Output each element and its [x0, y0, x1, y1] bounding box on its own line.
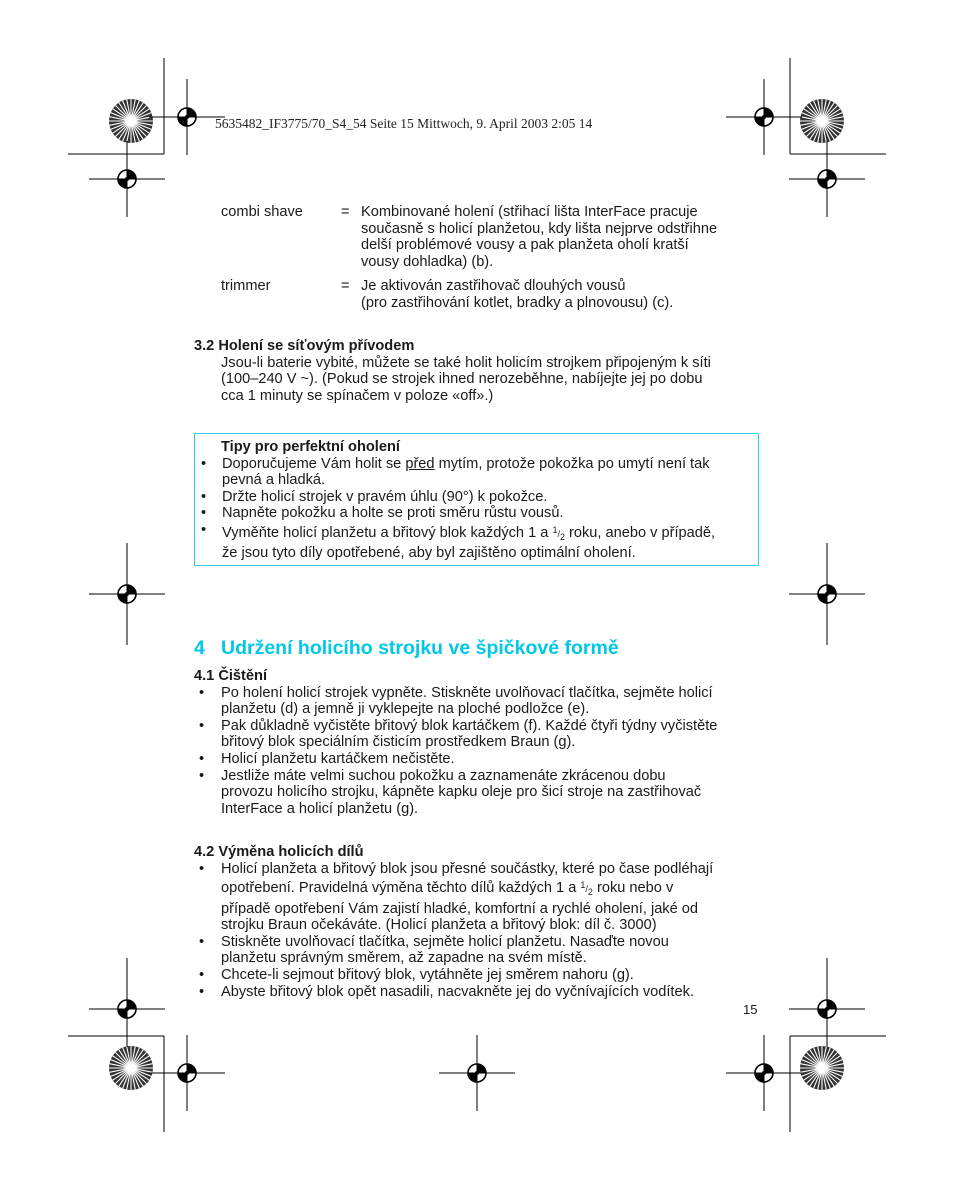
replacement-list: [194, 861, 764, 1001]
list-item: • Držte holicí strojek v pravém úhlu (90°) k pokožce.: [201, 489, 753, 506]
print-header: 5635482_IF3775/70_S4_54 Seite 15 Mittwoch, 9. April 2003 2:05 14: [215, 116, 593, 131]
list-text: opotřebení. Pravidelná výměna těchto dílů každých 1 a: [221, 880, 581, 897]
tip-text: že jsou tyto díly opotřebené, aby byl zajištěno optimální oholení.: [222, 545, 636, 562]
list-line: • Jestliže máte velmi suchou pokožku a zaznamenáte zkrácenou dobu: [221, 767, 666, 784]
list-item: [201, 456, 753, 489]
definition-line: delší problémové vousy a pak planžeta oholí kratší: [361, 237, 689, 254]
registration-cross-icon: [726, 79, 802, 155]
registration-cross-icon: [439, 1035, 515, 1111]
list-item: [194, 685, 764, 718]
fraction: [580, 880, 593, 897]
registration-cross-icon: [149, 79, 225, 155]
list-line: planžetu (d) a jemně ji vyklepejte na ploché podložce (e).: [221, 701, 590, 718]
list-line: • Holicí planžeta a břitový blok jsou přesné součástky, které po čase podléhají: [221, 860, 714, 877]
fraction-slash: /: [585, 884, 588, 895]
page-number: 15: [743, 1002, 758, 1017]
definition-description: [361, 278, 761, 311]
registration-cross-icon: [89, 141, 165, 217]
definition-line: Je aktivován zastřihovač dlouhých vousů: [361, 278, 626, 295]
registration-cross-icon: [89, 556, 165, 632]
tip-emphasis: před: [405, 455, 435, 472]
list-line: případě opotřebení Vám zajistí hladké, komfortní a rychlé oholení, jaké od: [221, 900, 699, 917]
definition-line: současně s holicí planžetou, kdy lišta nejprve odstřihne: [361, 220, 718, 237]
list-line: provozu holicího strojku, kápněte kapku oleje pro šicí stroje na zastřihovač: [221, 784, 702, 801]
definition-line: vousy dohladka) (b).: [361, 253, 494, 270]
registration-star-icon: [800, 1046, 844, 1090]
section-4-2: [194, 844, 764, 1000]
body-line: cca 1 minuty se spínačem v poloze «off».): [221, 387, 494, 404]
list-text: roku nebo v: [592, 880, 674, 897]
list-item: [194, 934, 764, 967]
tips-list: [201, 456, 753, 562]
definition-term: trimmer: [221, 278, 271, 295]
registration-cross-icon: [789, 556, 865, 632]
definition-line: (pro zastřihování kotlet, bradky a plnovousu) (c).: [361, 294, 674, 311]
mode-definitions: [221, 204, 761, 320]
chapter-heading: [194, 636, 619, 660]
list-line: břitový blok speciálním čisticím prostředkem Braun (g).: [221, 734, 576, 751]
list-line: • Chcete-li sejmout břitový blok, vytáhněte jej směrem nahoru (g).: [221, 966, 634, 983]
list-item: [194, 861, 764, 934]
tips-content: [201, 439, 753, 562]
tip-text: Doporučujeme Vám holit se: [222, 455, 406, 472]
definition-trimmer: [221, 278, 761, 311]
definition-term: combi shave: [221, 204, 303, 220]
registration-star-icon: [109, 1046, 153, 1090]
section-heading: 3.2 Holení se síťovým přívodem: [194, 338, 415, 354]
cleaning-list: [194, 685, 764, 818]
tip-text: pevná a hladká.: [222, 472, 326, 489]
fraction-denominator: 2: [587, 886, 593, 897]
registration-star-icon: [109, 99, 153, 143]
registration-cross-icon: [789, 141, 865, 217]
list-item: • Napněte pokožku a holte se proti směru růstu vousů.: [201, 505, 753, 522]
definition-combi-shave: [221, 204, 761, 270]
section-4-1: [194, 668, 764, 817]
tip-text: roku, anebo v případě,: [564, 524, 716, 541]
chapter-number: 4: [194, 637, 205, 659]
section-body: [221, 355, 764, 405]
list-line: • Po holení holicí strojek vypněte. Stiskněte uvolňovací tlačítka, sejměte holicí: [221, 684, 713, 701]
list-line: • Stiskněte uvolňovací tlačítka, sejměte holicí planžetu. Nasaďte novou: [221, 933, 669, 950]
definition-equals: =: [341, 278, 350, 295]
body-line: Jsou-li baterie vybité, můžete se také holit holicím strojkem připojeným k síti: [221, 354, 711, 371]
list-item: [194, 967, 764, 984]
list-line: • Abyste břitový blok opět nasadili, nacvakněte jej do vyčnívajících vodítek.: [221, 983, 694, 1000]
definition-description: [361, 204, 761, 270]
tips-title: Tipy pro perfektní oholení: [221, 439, 400, 455]
list-item: [194, 984, 764, 1001]
fraction-numerator: 1: [580, 880, 586, 891]
definition-line: Kombinované holení (střihací lišta InterFace pracuje: [361, 204, 698, 220]
tip-text: mytím, protože pokožka po umytí není tak: [434, 455, 710, 472]
tip-text: Vyměňte holicí planžetu a břitový blok každých 1 a: [222, 524, 553, 541]
definition-equals: =: [341, 204, 350, 220]
list-line: planžetu správným směrem, až zapadne na svém místě.: [221, 950, 587, 967]
registration-star-icon: [800, 99, 844, 143]
list-line: strojku Braun očekáváte. (Holicí planžeta a břitový blok: díl č. 3000): [221, 917, 657, 934]
section-heading: 4.1 Čištění: [194, 668, 267, 684]
fraction: [552, 524, 565, 542]
registration-cross-icon: [149, 1035, 225, 1111]
list-item: [194, 718, 764, 751]
chapter-title: Udržení holicího strojku ve špičkové formě: [221, 637, 619, 659]
fraction-numerator: 1: [552, 524, 558, 535]
registration-cross-icon: [726, 1035, 802, 1111]
fraction-slash: /: [557, 528, 560, 539]
tips-box: [194, 433, 759, 566]
section-3-2: [194, 338, 764, 404]
list-line: [221, 877, 764, 900]
list-item: [194, 768, 764, 818]
list-line: • Pak důkladně vyčistěte břitový blok kartáčkem (f). Každé čtyři týdny vyčistěte: [221, 717, 718, 734]
section-heading: 4.2 Výměna holicích dílů: [194, 844, 364, 860]
list-item: [201, 522, 753, 562]
body-line: (100–240 V ~). (Pokud se strojek ihned nerozeběhne, nabíjejte jej po dobu: [221, 371, 703, 388]
fraction-denominator: 2: [559, 531, 565, 542]
list-item: [194, 751, 764, 768]
list-line: InterFace a holicí planžetu (g).: [221, 800, 419, 817]
list-line: • Holicí planžetu kartáčkem nečistěte.: [221, 750, 455, 767]
